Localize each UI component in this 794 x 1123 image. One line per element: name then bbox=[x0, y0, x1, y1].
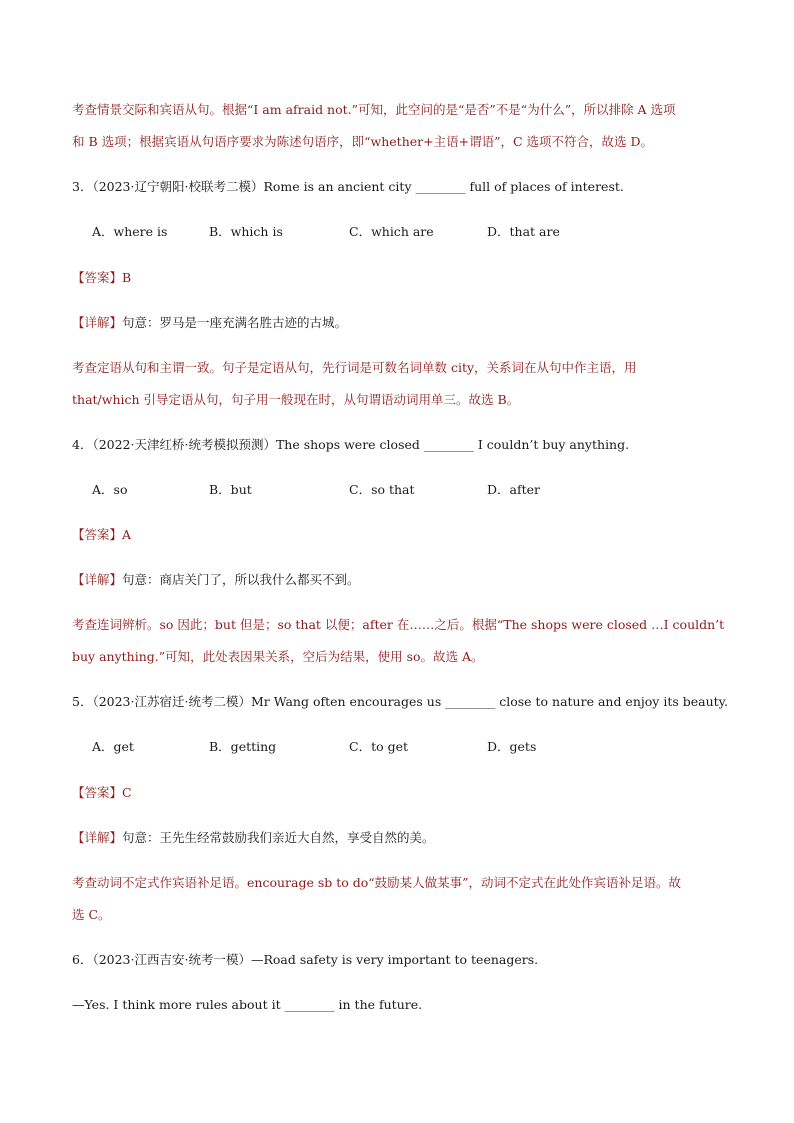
detail-label: 【详解】 bbox=[72, 830, 123, 845]
question-4-option-b: B．but bbox=[209, 482, 252, 497]
detail-label: 【详解】 bbox=[72, 315, 123, 330]
question-3-option-a: A．where is bbox=[92, 224, 168, 239]
answer-value: B bbox=[122, 270, 132, 285]
question-5-option-b: B．getting bbox=[209, 739, 277, 754]
question-6-reply: —Yes. I think more rules about it ________ in the future. bbox=[72, 997, 423, 1012]
question-5-stem: 5．（2023·江苏宿迁·统考二模）Mr Wang often encourages us ________ close to nature and enjoy its beauty. bbox=[72, 694, 729, 709]
question-4-option-d: D．after bbox=[487, 482, 540, 497]
question-3-analysis-line-2: that/which 引导定语从句，句子用一般现在时，从句谓语动词用单三。故选 B。 bbox=[72, 392, 520, 407]
intro-analysis-line-1: 考查情景交际和宾语从句。根据“I am afraid not.”可知，此空问的是“是否”不是“为什么”，所以排除 A 选项 bbox=[72, 102, 676, 117]
question-4-stem: 4．（2022·天津红桥·统考模拟预测）The shops were closed ________ I couldn’t buy anything. bbox=[72, 437, 630, 452]
question-3-option-d: D．that are bbox=[487, 224, 560, 239]
question-5-option-a: A．get bbox=[92, 739, 134, 754]
question-5-option-d: D．gets bbox=[487, 739, 537, 754]
intro-analysis-line-2: 和 B 选项；根据宾语从句语序要求为陈述句语序，即“whether+主语+谓语”，C 选项不符合，故选 D。 bbox=[72, 134, 653, 149]
question-3-analysis-line-1: 考查定语从句和主谓一致。句子是定语从句，先行词是可数名词单数 city，关系词在从句中作主语，用 bbox=[72, 360, 637, 375]
question-5-answer bbox=[72, 783, 132, 803]
answer-value: C bbox=[122, 785, 132, 800]
question-3-detail bbox=[72, 313, 347, 333]
detail-text: 句意：王先生经常鼓励我们亲近大自然，享受自然的美。 bbox=[122, 830, 435, 845]
question-5-analysis-line-2: 选 C。 bbox=[72, 907, 111, 922]
question-5-option-c: C．to get bbox=[349, 739, 409, 754]
answer-label: 【答案】 bbox=[72, 527, 123, 542]
question-5-analysis-line-1: 考查动词不定式作宾语补足语。encourage sb to do“鼓励某人做某事”，动词不定式在此处作宾语补足语。故 bbox=[72, 875, 682, 890]
question-3-answer bbox=[72, 268, 131, 288]
question-4-analysis-line-2: buy anything.”可知，此处表因果关系，空后为结果，使用 so。故选 A。 bbox=[72, 649, 484, 664]
question-4-option-c: C．so that bbox=[349, 482, 415, 497]
answer-label: 【答案】 bbox=[72, 270, 123, 285]
question-3-stem: 3．（2023·辽宁朝阳·校联考二模）Rome is an ancient city ________ full of places of interest. bbox=[72, 179, 624, 194]
question-4-detail bbox=[72, 570, 360, 590]
question-3-option-c: C．which are bbox=[349, 224, 434, 239]
question-4-analysis-line-1: 考查连词辨析。so 因此；but 但是；so that 以便；after 在……之后。根据“The shops were closed …I couldn’t bbox=[72, 617, 725, 632]
detail-text: 句意：罗马是一座充满名胜古迹的古城。 bbox=[122, 315, 348, 330]
answer-label: 【答案】 bbox=[72, 785, 123, 800]
answer-value: A bbox=[122, 527, 132, 542]
question-4-answer bbox=[72, 525, 131, 545]
detail-text: 句意：商店关门了，所以我什么都买不到。 bbox=[122, 572, 360, 587]
question-5-detail bbox=[72, 828, 435, 848]
detail-label: 【详解】 bbox=[72, 572, 123, 587]
question-3-option-b: B．which is bbox=[209, 224, 283, 239]
question-6-stem: 6．（2023·江西吉安·统考一模）—Road safety is very important to teenagers. bbox=[72, 952, 539, 967]
question-4-option-a: A．so bbox=[92, 482, 128, 497]
